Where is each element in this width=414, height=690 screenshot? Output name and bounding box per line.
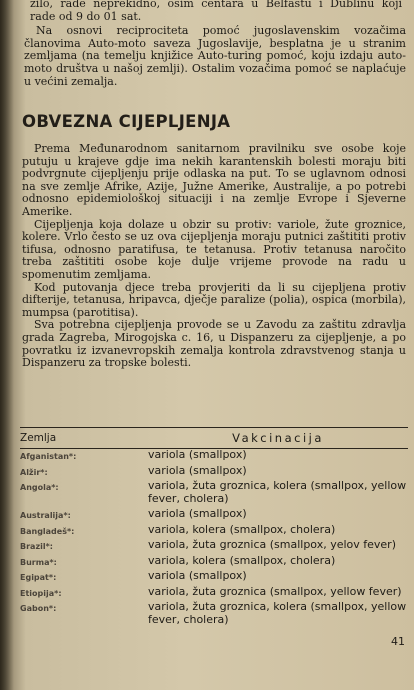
table-row	[20, 480, 408, 508]
table-row	[20, 601, 408, 629]
vaccination-cell: variola (smallpox)	[148, 569, 247, 582]
country-cell: Brazil*:	[20, 542, 53, 551]
vaccination-cell: variola (smallpox)	[148, 463, 247, 477]
table-row	[20, 524, 408, 540]
vaccination-cell: variola (smallpox)	[148, 448, 247, 461]
vaccination-cell: variola, žuta groznica, kolera (smallpox, yellow fever, cholera)	[148, 600, 407, 626]
country-cell: Gabon*:	[20, 604, 57, 613]
country-cell: Australija*:	[20, 511, 71, 520]
country-cell: Etiopija*:	[20, 588, 62, 598]
paragraph: Kod putovanja djece treba provjeriti da li su cijepljena protiv difterije, tetanusa, hripavca, dječje paralize (polia), ospica (morbila), mumpsa (parotitisa).	[22, 280, 406, 319]
top-line: rade od 9 do 01 sat.	[30, 9, 142, 23]
paragraph: Cijepljenja koja dolaze u obzir su protiv: variole, žute groznice, kolere. Vrlo često se uz ova cijepljenja moraju putnici zaštititi protiv tifusa, odnosno paratifusa, te tetanusa. Protiv tetanusa naročito treba zaštititi osobe koje dulje vrijeme provode na radu u spomenutim zemljama.	[22, 217, 406, 281]
table-row	[20, 586, 408, 602]
top-paragraph	[30, 0, 402, 23]
section-heading: OBVEZNA CIJEPLJENJA	[22, 112, 231, 131]
table-row	[20, 465, 408, 481]
vaccination-cell: variola, kolera (smallpox, cholera)	[148, 522, 336, 536]
paragraph: Sva potrebna cijepljenja provode se u Zavodu za zaštitu zdravlja grada Zagreba, Mirogojska c. 16, u Dispanzeru za cijepljenje, a po povratku iz izvanevropskih zemalja kontrola zdravstvenog stanja u Dispanzeru za tropske bolesti.	[22, 318, 406, 370]
vaccination-cell: variola (smallpox)	[148, 507, 247, 520]
country-cell: Burma*:	[20, 557, 57, 567]
table-row	[20, 449, 408, 465]
vaccination-cell: variola, žuta groznica (smallpox, yellow fever)	[148, 584, 402, 598]
paragraph: Prema Međunarodnom sanitarnom pravilniku sve osobe koje putuju u krajeve gdje ima nekih karantenskih bolesti moraju biti podvrgnute cijepljenju prije odlaska na put. To se uglavnom odnosi na sve zemlje Afrike, Azije, Južne Amerike, Australije, a po potrebi odnosno epidemiološkoj situaciji i na zemlje Evrope i Sjeverne Amerike.	[22, 142, 406, 218]
table-row	[20, 555, 408, 571]
reciprocity-paragraph: Na osnovi reciprociteta pomoć jugoslavenskim vozačima članovima Auto-moto saveza Jugoslavije, besplatna je u stranim zemljama (na temelju knjižice Auto-turing pomoć, koju izdaju auto-moto društva u našoj zemlji). Ostalim vozačima pomoć se naplaćuje u većini zemalja.	[24, 24, 406, 88]
vaccination-table	[20, 427, 408, 629]
column-header-vaccination: Vakcinacija	[148, 428, 408, 449]
country-cell: Bangladeš*:	[20, 526, 75, 536]
table-row	[20, 570, 408, 586]
top-line: zilo, rade neprekidno, osim centara u Belfastu i Dublinu koji	[30, 0, 402, 10]
country-cell: Egipat*:	[20, 573, 57, 582]
country-cell: Alžir*:	[20, 467, 48, 477]
vaccination-cell: variola, žuta groznica, kolera (smallpox, yellow fever, cholera)	[148, 479, 407, 505]
page-gutter-shadow	[0, 0, 14, 690]
page-number: 41	[391, 635, 405, 648]
table-row	[20, 539, 408, 555]
table-row	[20, 508, 408, 524]
country-cell: Afganistan*:	[20, 452, 77, 461]
column-header-country: Zemlja	[20, 428, 148, 449]
vaccination-cell: variola, kolera (smallpox, cholera)	[148, 553, 336, 567]
country-cell: Angola*:	[20, 483, 59, 492]
section-body	[22, 143, 406, 370]
vaccination-cell: variola, žuta groznica (smallpox, yelov fever)	[148, 538, 396, 551]
table-header-row	[20, 428, 408, 449]
